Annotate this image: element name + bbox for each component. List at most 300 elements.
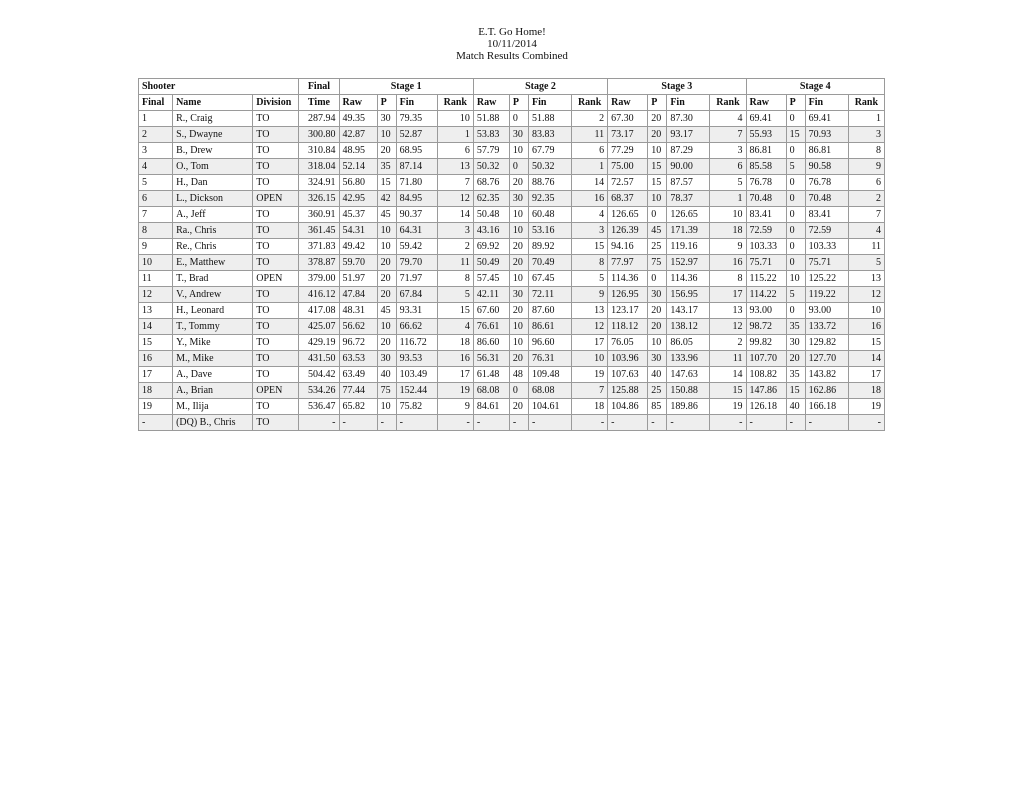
cell-stage3-raw: 103.96 bbox=[608, 351, 648, 367]
cell-division: TO bbox=[253, 223, 299, 239]
cell-stage1-fin: 64.31 bbox=[396, 223, 437, 239]
cell-stage1-raw: 52.14 bbox=[339, 159, 377, 175]
cell-stage4-raw: 103.33 bbox=[746, 239, 786, 255]
cell-stage3-fin: 93.17 bbox=[667, 127, 710, 143]
table-row bbox=[139, 239, 885, 255]
cell-name: A., Brian bbox=[173, 383, 253, 399]
group-stage-1: Stage 1 bbox=[339, 79, 473, 95]
cell-stage2-raw: 42.11 bbox=[473, 287, 509, 303]
cell-stage2-rank: 17 bbox=[572, 335, 608, 351]
cell-stage4-raw: 108.82 bbox=[746, 367, 786, 383]
cell-stage1-rank: 1 bbox=[437, 127, 473, 143]
cell-stage4-raw: 93.00 bbox=[746, 303, 786, 319]
cell-stage1-p: 45 bbox=[377, 207, 396, 223]
cell-stage3-fin: 114.36 bbox=[667, 271, 710, 287]
cell-stage3-fin: 156.95 bbox=[667, 287, 710, 303]
table-row bbox=[139, 367, 885, 383]
cell-stage2-fin: 83.83 bbox=[528, 127, 571, 143]
cell-stage3-fin: 126.65 bbox=[667, 207, 710, 223]
cell-stage2-rank: 10 bbox=[572, 351, 608, 367]
cell-stage1-raw: 51.97 bbox=[339, 271, 377, 287]
cell-division: TO bbox=[253, 175, 299, 191]
table-row bbox=[139, 383, 885, 399]
cell-stage1-fin: 71.80 bbox=[396, 175, 437, 191]
cell-stage2-raw: 61.48 bbox=[473, 367, 509, 383]
cell-stage1-fin: 90.37 bbox=[396, 207, 437, 223]
cell-stage4-raw: - bbox=[746, 415, 786, 431]
cell-stage1-fin: 79.70 bbox=[396, 255, 437, 271]
cell-stage4-fin: 125.22 bbox=[805, 271, 848, 287]
cell-stage2-p: 0 bbox=[509, 383, 528, 399]
cell-stage2-rank: 13 bbox=[572, 303, 608, 319]
cell-name: A., Jeff bbox=[173, 207, 253, 223]
cell-stage2-fin: 104.61 bbox=[528, 399, 571, 415]
col-stage2-p: P bbox=[509, 95, 528, 111]
cell-stage1-p: 10 bbox=[377, 239, 396, 255]
cell-stage4-p: - bbox=[786, 415, 805, 431]
cell-division: TO bbox=[253, 207, 299, 223]
cell-stage3-p: 0 bbox=[648, 271, 667, 287]
cell-stage3-raw: 73.17 bbox=[608, 127, 648, 143]
group-final: Final bbox=[299, 79, 339, 95]
cell-stage4-p: 40 bbox=[786, 399, 805, 415]
cell-stage4-rank: 19 bbox=[848, 399, 884, 415]
cell-stage4-rank: - bbox=[848, 415, 884, 431]
cell-name: (DQ) B., Chris bbox=[173, 415, 253, 431]
cell-stage4-rank: 18 bbox=[848, 383, 884, 399]
col-stage4-fin: Fin bbox=[805, 95, 848, 111]
cell-stage1-raw: 56.80 bbox=[339, 175, 377, 191]
table-row bbox=[139, 207, 885, 223]
cell-stage1-fin: 87.14 bbox=[396, 159, 437, 175]
cell-stage3-rank: - bbox=[710, 415, 746, 431]
cell-stage2-fin: 88.76 bbox=[528, 175, 571, 191]
cell-stage2-raw: 53.83 bbox=[473, 127, 509, 143]
cell-stage4-fin: 103.33 bbox=[805, 239, 848, 255]
table-row bbox=[139, 143, 885, 159]
cell-stage2-p: 10 bbox=[509, 143, 528, 159]
cell-stage2-rank: 9 bbox=[572, 287, 608, 303]
cell-stage1-rank: 13 bbox=[437, 159, 473, 175]
cell-stage3-fin: 87.57 bbox=[667, 175, 710, 191]
cell-stage3-raw: 68.37 bbox=[608, 191, 648, 207]
table-row bbox=[139, 175, 885, 191]
cell-division: TO bbox=[253, 255, 299, 271]
cell-stage2-raw: 57.79 bbox=[473, 143, 509, 159]
cell-stage3-rank: 16 bbox=[710, 255, 746, 271]
cell-stage1-p: 20 bbox=[377, 271, 396, 287]
cell-time: 310.84 bbox=[299, 143, 339, 159]
cell-stage2-p: 10 bbox=[509, 207, 528, 223]
cell-stage3-fin: 119.16 bbox=[667, 239, 710, 255]
cell-division: TO bbox=[253, 111, 299, 127]
cell-final-place: 19 bbox=[139, 399, 173, 415]
cell-stage2-fin: 60.48 bbox=[528, 207, 571, 223]
cell-stage2-rank: 18 bbox=[572, 399, 608, 415]
cell-time: 425.07 bbox=[299, 319, 339, 335]
table-row bbox=[139, 351, 885, 367]
cell-stage1-p: 30 bbox=[377, 351, 396, 367]
cell-stage3-rank: 4 bbox=[710, 111, 746, 127]
cell-stage1-raw: 42.95 bbox=[339, 191, 377, 207]
cell-stage1-raw: 49.35 bbox=[339, 111, 377, 127]
cell-stage1-raw: 63.49 bbox=[339, 367, 377, 383]
cell-stage2-raw: 50.32 bbox=[473, 159, 509, 175]
cell-stage2-fin: - bbox=[528, 415, 571, 431]
cell-stage1-p: 40 bbox=[377, 367, 396, 383]
cell-final-place: 18 bbox=[139, 383, 173, 399]
cell-stage4-p: 0 bbox=[786, 207, 805, 223]
cell-name: A., Dave bbox=[173, 367, 253, 383]
cell-division: TO bbox=[253, 399, 299, 415]
cell-stage4-raw: 76.78 bbox=[746, 175, 786, 191]
cell-stage1-p: 75 bbox=[377, 383, 396, 399]
cell-stage3-p: 20 bbox=[648, 303, 667, 319]
cell-stage4-p: 15 bbox=[786, 383, 805, 399]
cell-stage3-rank: 5 bbox=[710, 175, 746, 191]
cell-stage1-raw: 63.53 bbox=[339, 351, 377, 367]
cell-time: 361.45 bbox=[299, 223, 339, 239]
cell-stage4-rank: 3 bbox=[848, 127, 884, 143]
cell-stage1-rank: 15 bbox=[437, 303, 473, 319]
col-stage2-fin: Fin bbox=[528, 95, 571, 111]
cell-name: R., Craig bbox=[173, 111, 253, 127]
cell-stage4-fin: - bbox=[805, 415, 848, 431]
cell-stage4-p: 0 bbox=[786, 143, 805, 159]
cell-stage4-p: 0 bbox=[786, 303, 805, 319]
cell-stage2-p: 20 bbox=[509, 399, 528, 415]
cell-stage2-raw: 62.35 bbox=[473, 191, 509, 207]
cell-stage3-fin: 78.37 bbox=[667, 191, 710, 207]
cell-stage2-rank: 8 bbox=[572, 255, 608, 271]
cell-stage1-raw: 49.42 bbox=[339, 239, 377, 255]
cell-stage1-rank: 2 bbox=[437, 239, 473, 255]
col-stage2-raw: Raw bbox=[473, 95, 509, 111]
cell-time: 287.94 bbox=[299, 111, 339, 127]
cell-stage4-rank: 2 bbox=[848, 191, 884, 207]
cell-stage4-fin: 70.48 bbox=[805, 191, 848, 207]
cell-stage4-p: 10 bbox=[786, 271, 805, 287]
cell-stage3-fin: 87.30 bbox=[667, 111, 710, 127]
cell-stage3-p: 10 bbox=[648, 191, 667, 207]
cell-stage2-fin: 68.08 bbox=[528, 383, 571, 399]
cell-stage1-p: 15 bbox=[377, 175, 396, 191]
cell-stage2-raw: 69.92 bbox=[473, 239, 509, 255]
cell-stage2-rank: 14 bbox=[572, 175, 608, 191]
cell-stage1-p: 42 bbox=[377, 191, 396, 207]
cell-stage1-rank: 10 bbox=[437, 111, 473, 127]
cell-stage2-raw: 76.61 bbox=[473, 319, 509, 335]
cell-final-place: - bbox=[139, 415, 173, 431]
cell-stage3-rank: 10 bbox=[710, 207, 746, 223]
cell-stage4-raw: 55.93 bbox=[746, 127, 786, 143]
cell-name: T., Tommy bbox=[173, 319, 253, 335]
cell-final-place: 14 bbox=[139, 319, 173, 335]
cell-stage4-rank: 10 bbox=[848, 303, 884, 319]
cell-stage3-raw: 77.29 bbox=[608, 143, 648, 159]
cell-stage1-raw: 56.62 bbox=[339, 319, 377, 335]
cell-stage4-raw: 70.48 bbox=[746, 191, 786, 207]
cell-stage3-p: 25 bbox=[648, 383, 667, 399]
cell-stage2-p: 10 bbox=[509, 335, 528, 351]
cell-stage1-rank: 19 bbox=[437, 383, 473, 399]
cell-time: 536.47 bbox=[299, 399, 339, 415]
cell-stage4-fin: 129.82 bbox=[805, 335, 848, 351]
cell-stage1-raw: 77.44 bbox=[339, 383, 377, 399]
cell-stage3-rank: 8 bbox=[710, 271, 746, 287]
cell-stage4-p: 0 bbox=[786, 111, 805, 127]
cell-name: O., Tom bbox=[173, 159, 253, 175]
cell-stage4-rank: 16 bbox=[848, 319, 884, 335]
match-title: E.T. Go Home! bbox=[478, 26, 546, 38]
cell-stage3-p: 20 bbox=[648, 111, 667, 127]
cell-stage3-fin: 152.97 bbox=[667, 255, 710, 271]
cell-stage2-rank: 1 bbox=[572, 159, 608, 175]
cell-stage4-fin: 143.82 bbox=[805, 367, 848, 383]
cell-stage2-raw: 50.49 bbox=[473, 255, 509, 271]
cell-stage1-raw: 48.31 bbox=[339, 303, 377, 319]
cell-stage4-raw: 72.59 bbox=[746, 223, 786, 239]
cell-stage1-rank: 7 bbox=[437, 175, 473, 191]
cell-time: 324.91 bbox=[299, 175, 339, 191]
cell-stage2-fin: 96.60 bbox=[528, 335, 571, 351]
cell-stage1-raw: 48.95 bbox=[339, 143, 377, 159]
cell-stage4-rank: 4 bbox=[848, 223, 884, 239]
col-stage3-raw: Raw bbox=[608, 95, 648, 111]
cell-stage2-p: 20 bbox=[509, 303, 528, 319]
cell-stage2-fin: 92.35 bbox=[528, 191, 571, 207]
cell-stage3-fin: 90.00 bbox=[667, 159, 710, 175]
cell-stage3-raw: 77.97 bbox=[608, 255, 648, 271]
cell-stage2-rank: 3 bbox=[572, 223, 608, 239]
cell-stage2-raw: 43.16 bbox=[473, 223, 509, 239]
cell-stage1-fin: 75.82 bbox=[396, 399, 437, 415]
cell-stage4-rank: 7 bbox=[848, 207, 884, 223]
cell-stage4-p: 20 bbox=[786, 351, 805, 367]
cell-stage4-raw: 115.22 bbox=[746, 271, 786, 287]
cell-stage1-fin: 59.42 bbox=[396, 239, 437, 255]
cell-stage4-p: 0 bbox=[786, 191, 805, 207]
cell-name: B., Drew bbox=[173, 143, 253, 159]
cell-stage2-p: 10 bbox=[509, 223, 528, 239]
cell-stage1-p: 10 bbox=[377, 127, 396, 143]
cell-stage4-raw: 99.82 bbox=[746, 335, 786, 351]
cell-final-place: 13 bbox=[139, 303, 173, 319]
cell-stage2-fin: 67.45 bbox=[528, 271, 571, 287]
cell-stage3-p: 10 bbox=[648, 335, 667, 351]
cell-stage1-p: 30 bbox=[377, 111, 396, 127]
col-stage4-p: P bbox=[786, 95, 805, 111]
cell-stage4-fin: 93.00 bbox=[805, 303, 848, 319]
cell-stage3-rank: 17 bbox=[710, 287, 746, 303]
cell-final-place: 2 bbox=[139, 127, 173, 143]
cell-stage2-raw: 50.48 bbox=[473, 207, 509, 223]
col-stage1-p: P bbox=[377, 95, 396, 111]
cell-name: Ra., Chris bbox=[173, 223, 253, 239]
cell-division: OPEN bbox=[253, 271, 299, 287]
cell-stage2-p: 10 bbox=[509, 319, 528, 335]
cell-stage2-p: - bbox=[509, 415, 528, 431]
cell-stage1-p: 10 bbox=[377, 223, 396, 239]
table-row bbox=[139, 271, 885, 287]
cell-stage2-p: 30 bbox=[509, 191, 528, 207]
group-header-row bbox=[139, 79, 885, 95]
cell-division: TO bbox=[253, 319, 299, 335]
cell-stage4-fin: 69.41 bbox=[805, 111, 848, 127]
cell-stage3-fin: 86.05 bbox=[667, 335, 710, 351]
cell-stage4-p: 35 bbox=[786, 319, 805, 335]
cell-final-place: 16 bbox=[139, 351, 173, 367]
cell-stage2-raw: 68.08 bbox=[473, 383, 509, 399]
cell-name: Re., Chris bbox=[173, 239, 253, 255]
cell-stage4-p: 5 bbox=[786, 287, 805, 303]
cell-stage1-fin: 84.95 bbox=[396, 191, 437, 207]
group-shooter: Shooter bbox=[139, 79, 299, 95]
cell-time: 429.19 bbox=[299, 335, 339, 351]
cell-stage3-raw: 94.16 bbox=[608, 239, 648, 255]
cell-stage3-fin: 150.88 bbox=[667, 383, 710, 399]
cell-stage3-rank: 18 bbox=[710, 223, 746, 239]
cell-stage4-fin: 133.72 bbox=[805, 319, 848, 335]
cell-stage3-p: - bbox=[648, 415, 667, 431]
cell-stage1-fin: - bbox=[396, 415, 437, 431]
cell-stage3-rank: 12 bbox=[710, 319, 746, 335]
cell-stage1-fin: 79.35 bbox=[396, 111, 437, 127]
col-stage4-raw: Raw bbox=[746, 95, 786, 111]
cell-stage3-raw: 104.86 bbox=[608, 399, 648, 415]
cell-stage3-raw: 126.39 bbox=[608, 223, 648, 239]
cell-stage2-fin: 51.88 bbox=[528, 111, 571, 127]
col-stage3-p: P bbox=[648, 95, 667, 111]
col-stage1-rank: Rank bbox=[437, 95, 473, 111]
cell-stage4-rank: 5 bbox=[848, 255, 884, 271]
cell-stage4-fin: 70.93 bbox=[805, 127, 848, 143]
cell-stage3-rank: 19 bbox=[710, 399, 746, 415]
cell-stage4-fin: 83.41 bbox=[805, 207, 848, 223]
cell-stage1-fin: 71.97 bbox=[396, 271, 437, 287]
cell-division: TO bbox=[253, 351, 299, 367]
column-header-row bbox=[139, 95, 885, 111]
cell-stage4-rank: 13 bbox=[848, 271, 884, 287]
cell-stage3-rank: 13 bbox=[710, 303, 746, 319]
cell-stage1-raw: 42.87 bbox=[339, 127, 377, 143]
cell-final-place: 9 bbox=[139, 239, 173, 255]
table-row bbox=[139, 287, 885, 303]
cell-time: 417.08 bbox=[299, 303, 339, 319]
cell-stage2-rank: 6 bbox=[572, 143, 608, 159]
cell-stage3-fin: 87.29 bbox=[667, 143, 710, 159]
cell-stage3-raw: - bbox=[608, 415, 648, 431]
cell-stage4-fin: 119.22 bbox=[805, 287, 848, 303]
cell-stage4-raw: 69.41 bbox=[746, 111, 786, 127]
cell-stage2-fin: 67.79 bbox=[528, 143, 571, 159]
col-name: Name bbox=[173, 95, 253, 111]
cell-stage1-rank: - bbox=[437, 415, 473, 431]
col-stage3-fin: Fin bbox=[667, 95, 710, 111]
cell-stage3-fin: 138.12 bbox=[667, 319, 710, 335]
cell-division: TO bbox=[253, 159, 299, 175]
cell-stage4-raw: 147.86 bbox=[746, 383, 786, 399]
cell-stage3-rank: 11 bbox=[710, 351, 746, 367]
cell-stage2-fin: 87.60 bbox=[528, 303, 571, 319]
cell-stage3-p: 15 bbox=[648, 175, 667, 191]
cell-stage3-raw: 126.65 bbox=[608, 207, 648, 223]
cell-name: L., Dickson bbox=[173, 191, 253, 207]
table-row bbox=[139, 415, 885, 431]
cell-stage1-rank: 5 bbox=[437, 287, 473, 303]
cell-time: 534.26 bbox=[299, 383, 339, 399]
cell-stage1-rank: 18 bbox=[437, 335, 473, 351]
cell-stage3-p: 15 bbox=[648, 159, 667, 175]
cell-stage2-fin: 76.31 bbox=[528, 351, 571, 367]
cell-name: M., Mike bbox=[173, 351, 253, 367]
cell-time: - bbox=[299, 415, 339, 431]
cell-stage4-rank: 1 bbox=[848, 111, 884, 127]
cell-stage3-p: 85 bbox=[648, 399, 667, 415]
cell-stage4-rank: 12 bbox=[848, 287, 884, 303]
table-row bbox=[139, 191, 885, 207]
cell-stage1-rank: 17 bbox=[437, 367, 473, 383]
cell-stage2-fin: 72.11 bbox=[528, 287, 571, 303]
cell-name: E., Matthew bbox=[173, 255, 253, 271]
cell-stage2-rank: - bbox=[572, 415, 608, 431]
cell-stage4-fin: 166.18 bbox=[805, 399, 848, 415]
cell-stage2-rank: 16 bbox=[572, 191, 608, 207]
cell-stage3-rank: 2 bbox=[710, 335, 746, 351]
cell-stage1-p: 20 bbox=[377, 255, 396, 271]
cell-stage2-raw: 86.60 bbox=[473, 335, 509, 351]
cell-stage2-p: 20 bbox=[509, 255, 528, 271]
cell-final-place: 7 bbox=[139, 207, 173, 223]
cell-stage3-p: 45 bbox=[648, 223, 667, 239]
cell-division: TO bbox=[253, 127, 299, 143]
cell-time: 371.83 bbox=[299, 239, 339, 255]
cell-division: TO bbox=[253, 415, 299, 431]
table-row bbox=[139, 159, 885, 175]
cell-stage2-p: 30 bbox=[509, 287, 528, 303]
cell-stage1-fin: 116.72 bbox=[396, 335, 437, 351]
cell-stage4-rank: 15 bbox=[848, 335, 884, 351]
cell-stage1-fin: 67.84 bbox=[396, 287, 437, 303]
group-stage-4: Stage 4 bbox=[746, 79, 884, 95]
cell-stage4-raw: 126.18 bbox=[746, 399, 786, 415]
cell-stage3-fin: 171.39 bbox=[667, 223, 710, 239]
cell-stage2-rank: 2 bbox=[572, 111, 608, 127]
report-subtitle: Match Results Combined bbox=[456, 50, 568, 62]
cell-stage1-p: 10 bbox=[377, 319, 396, 335]
cell-name: T., Brad bbox=[173, 271, 253, 287]
cell-final-place: 15 bbox=[139, 335, 173, 351]
cell-final-place: 6 bbox=[139, 191, 173, 207]
cell-stage3-rank: 7 bbox=[710, 127, 746, 143]
cell-stage4-rank: 17 bbox=[848, 367, 884, 383]
cell-stage3-rank: 3 bbox=[710, 143, 746, 159]
cell-stage2-p: 48 bbox=[509, 367, 528, 383]
cell-stage1-rank: 3 bbox=[437, 223, 473, 239]
cell-time: 378.87 bbox=[299, 255, 339, 271]
cell-stage3-rank: 6 bbox=[710, 159, 746, 175]
cell-stage1-rank: 8 bbox=[437, 271, 473, 287]
cell-stage3-raw: 114.36 bbox=[608, 271, 648, 287]
cell-stage2-rank: 5 bbox=[572, 271, 608, 287]
table-row bbox=[139, 303, 885, 319]
table-row bbox=[139, 319, 885, 335]
results-body bbox=[139, 111, 885, 431]
cell-stage2-rank: 11 bbox=[572, 127, 608, 143]
cell-final-place: 11 bbox=[139, 271, 173, 287]
cell-stage1-raw: 65.82 bbox=[339, 399, 377, 415]
cell-stage1-raw: - bbox=[339, 415, 377, 431]
